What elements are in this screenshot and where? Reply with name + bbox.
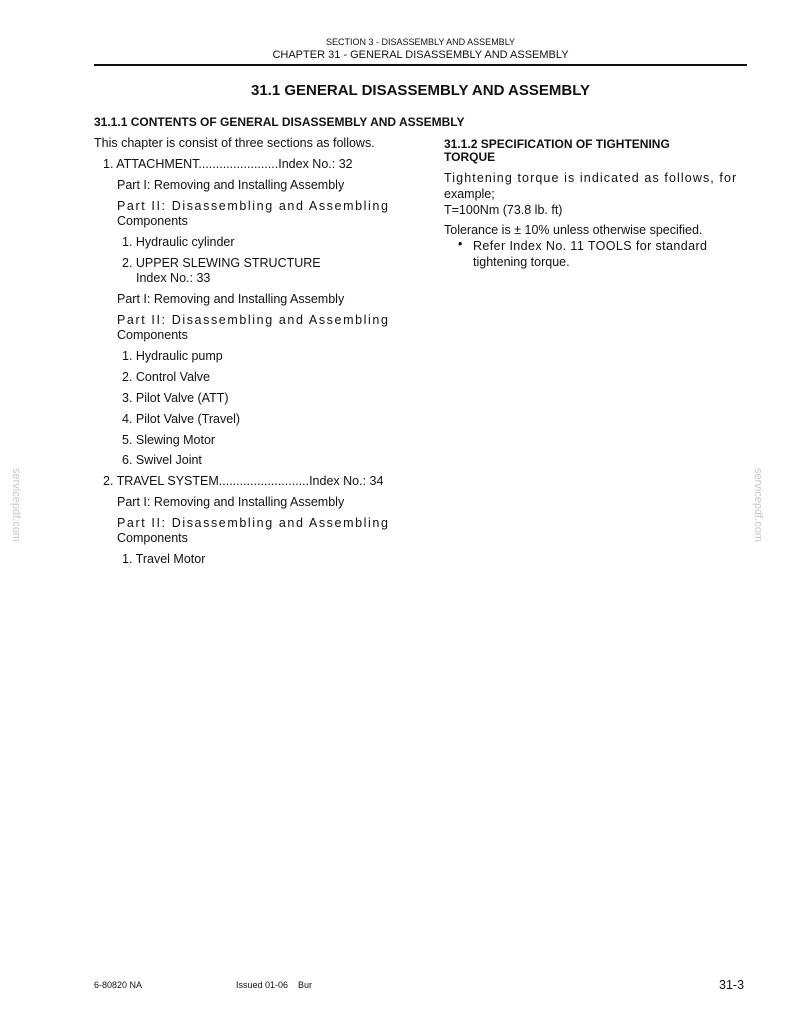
- header-divider: [94, 64, 747, 66]
- list-item: 1. Hydraulic cylinder: [122, 235, 235, 249]
- document-number: 6-80820 NA: [94, 980, 143, 990]
- section-header: SECTION 3 - DISASSEMBLY AND ASSEMBLY: [325, 37, 516, 47]
- list-item: 5. Slewing Motor: [122, 433, 216, 447]
- intro-text: This chapter is consist of three sections as follows.: [94, 136, 375, 150]
- torque-heading-cont: TORQUE: [444, 150, 496, 164]
- list-item-travel-system: 2. TRAVEL SYSTEM..........................Index No.: 34: [103, 474, 384, 488]
- torque-example: T=100Nm (73.8 lb. ft): [444, 203, 563, 217]
- page-title: 31.1 GENERAL DISASSEMBLY AND ASSEMBLY: [251, 82, 590, 99]
- list-item-attachment: 1. ATTACHMENT.......................Index No.: 32: [103, 157, 353, 171]
- list-item-part1: Part I: Removing and Installing Assembly: [117, 495, 345, 509]
- torque-note-cont: tightening torque.: [473, 255, 570, 269]
- list-item: 1. Hydraulic pump: [122, 349, 223, 363]
- page-number: 31-3: [719, 978, 745, 992]
- torque-text: example;: [444, 187, 495, 201]
- list-item: 1. Travel Motor: [122, 552, 206, 566]
- list-item-part2-cont: Components: [117, 531, 188, 545]
- index-number: Index No.: 33: [136, 271, 211, 285]
- issue-info: Issued 01-06 Bur: [236, 980, 313, 990]
- list-item-part2-cont: Components: [117, 328, 188, 342]
- list-item-part2: Part II: Disassembling and Assembling: [117, 516, 390, 530]
- torque-text: Tightening torque is indicated as follows, for: [444, 171, 738, 185]
- torque-note: Refer Index No. 11 TOOLS for standard: [473, 239, 708, 253]
- list-item-part2: Part II: Disassembling and Assembling: [117, 199, 390, 213]
- torque-heading: 31.1.2 SPECIFICATION OF TIGHTENING: [444, 137, 670, 151]
- list-item-part1: Part I: Removing and Installing Assembly: [117, 292, 345, 306]
- bullet-icon: •: [458, 237, 463, 251]
- list-item: 4. Pilot Valve (Travel): [122, 412, 241, 426]
- list-item-part1: Part I: Removing and Installing Assembly: [117, 178, 345, 192]
- watermark-left: servicepdf.com: [10, 468, 22, 542]
- list-item: 6. Swivel Joint: [122, 453, 202, 467]
- watermark-right: servicepdf.com: [752, 468, 764, 542]
- list-item: 2. Control Valve: [122, 370, 211, 384]
- list-item-upper-slewing: 2. UPPER SLEWING STRUCTURE: [122, 256, 321, 270]
- contents-heading: 31.1.1 CONTENTS OF GENERAL DISASSEMBLY AND ASSEMBLY: [94, 115, 465, 129]
- list-item-part2: Part II: Disassembling and Assembling: [117, 313, 390, 327]
- list-item-part2-cont: Components: [117, 214, 188, 228]
- tolerance-text: Tolerance is ± 10% unless otherwise specified.: [444, 223, 703, 237]
- list-item: 3. Pilot Valve (ATT): [122, 391, 229, 405]
- chapter-header: CHAPTER 31 - GENERAL DISASSEMBLY AND ASSEMBLY: [272, 49, 569, 61]
